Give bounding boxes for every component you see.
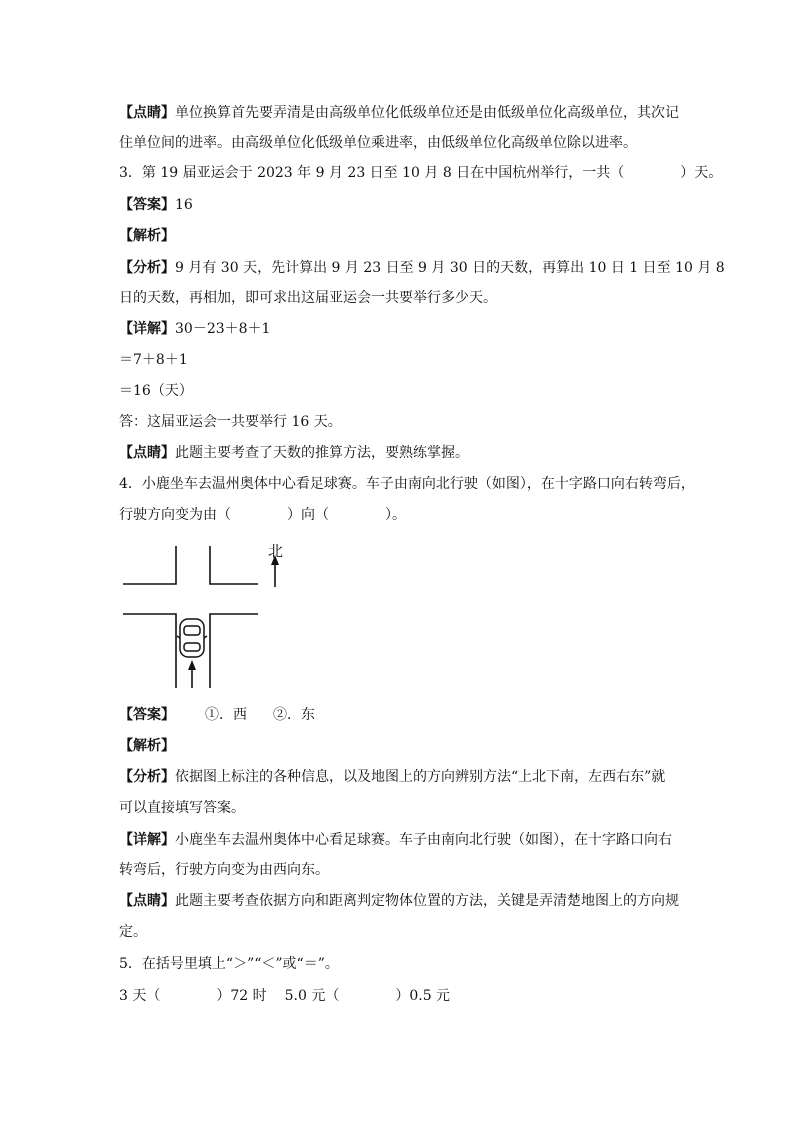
q4-question-line2: 行驶方向变为由（ ）向（ ）。 [119, 507, 406, 523]
q4-dianjing-line2: 定。 [119, 924, 147, 940]
fenxi-tag: 【分析】 [119, 769, 175, 785]
q5-items [119, 986, 450, 1006]
q4-question-line1: 4．小鹿坐车去温州奥体中心看足球赛。车子由南向北行驶（如图），在十字路口向右转弯后， [119, 476, 695, 492]
answer-1: ①．西 [205, 707, 247, 723]
xiangjie-tag: 【详解】 [119, 321, 175, 337]
dianjing-tag: 【点睛】 [119, 105, 175, 121]
q5-question: 5．在括号里填上“＞”“＜”或“＝”。 [119, 956, 339, 972]
fenxi-text: 依据图上标注的各种信息，以及地图上的方向辨别方法“上北下南，左西右东”就 [175, 769, 666, 785]
q4-fenxi-line2: 可以直接填写答案。 [119, 800, 245, 816]
answer-tag: 【答案】 [119, 197, 175, 213]
fenxi-tag: 【分析】 [119, 260, 175, 276]
q4-answer [119, 705, 315, 725]
car-icon [177, 619, 207, 657]
q3-reply: 答：这届亚运会一共要举行 16 天。 [119, 414, 342, 430]
dianjing-tag: 【点睛】 [119, 445, 175, 461]
q3-xiangjie [119, 319, 270, 339]
dianjing-paragraph-1 [119, 103, 679, 123]
q5-item-1: 3 天（ ）72 时 [119, 988, 267, 1004]
q5-item-2: 5.0 元（ ）0.5 元 [284, 988, 451, 1004]
road-edge-bottom-right [210, 614, 258, 688]
calc-step-3: ＝16（天） [119, 383, 193, 399]
crossroad-diagram [118, 542, 298, 692]
q3-question: 3．第 19 届亚运会于 2023 年 9 月 23 日至 10 月 8 日在中国杭州举行，一共（ ）天。 [119, 165, 723, 181]
dianjing-text: 此题主要考查依据方向和距离判定物体位置的方法，关键是弄清楚地图上的方向规 [175, 893, 679, 909]
dianjing-text: 此题主要考查了天数的推算方法，要熟练掌握。 [175, 445, 469, 461]
answer-tag: 【答案】 [119, 707, 175, 723]
answer-value: 16 [175, 197, 193, 213]
crossroad-svg [118, 542, 298, 692]
north-label: 北 [268, 542, 284, 560]
q3-analysis-tag: 【解析】 [119, 228, 175, 244]
road-edge-bottom-left [123, 614, 176, 688]
calc-step-2: ＝7＋8＋1 [119, 352, 188, 368]
xiangjie-tag: 【详解】 [119, 832, 175, 848]
q4-fenxi [119, 767, 665, 787]
q4-xiangjie-line2: 转弯后，行驶方向变为由西向东。 [119, 862, 329, 878]
q3-dianjing [119, 443, 469, 463]
q3-fenxi-line2: 日的天数，再相加，即可求出这届亚运会一共要举行多少天。 [119, 290, 497, 306]
q3-answer [119, 195, 193, 215]
road-edge-top-right [210, 546, 258, 584]
dianjing-text: 单位换算首先要弄清是由高级单位化低级单位还是由低级单位化高级单位，其次记 [175, 105, 679, 121]
direction-arrow-icon [188, 660, 196, 688]
calc-step-1: 30－23＋8＋1 [175, 321, 271, 337]
answer-2: ②．东 [273, 707, 315, 723]
q4-analysis-tag: 【解析】 [119, 738, 175, 754]
q4-xiangjie [119, 830, 672, 850]
xiangjie-text: 小鹿坐车去温州奥体中心看足球赛。车子由南向北行驶（如图），在十字路口向右 [175, 832, 672, 848]
q4-dianjing [119, 891, 679, 911]
q3-fenxi [119, 258, 725, 278]
dianjing-text-line2: 住单位间的进率。由高级单位化低级单位乘进率，由低级单位化高级单位除以进率。 [119, 135, 637, 151]
fenxi-text: 9 月有 30 天，先计算出 9 月 23 日至 9 月 30 日的天数，再算出 10 日 1 日至 10 月 8 [175, 260, 725, 276]
dianjing-tag: 【点睛】 [119, 893, 175, 909]
road-edge-top-left [123, 546, 176, 584]
